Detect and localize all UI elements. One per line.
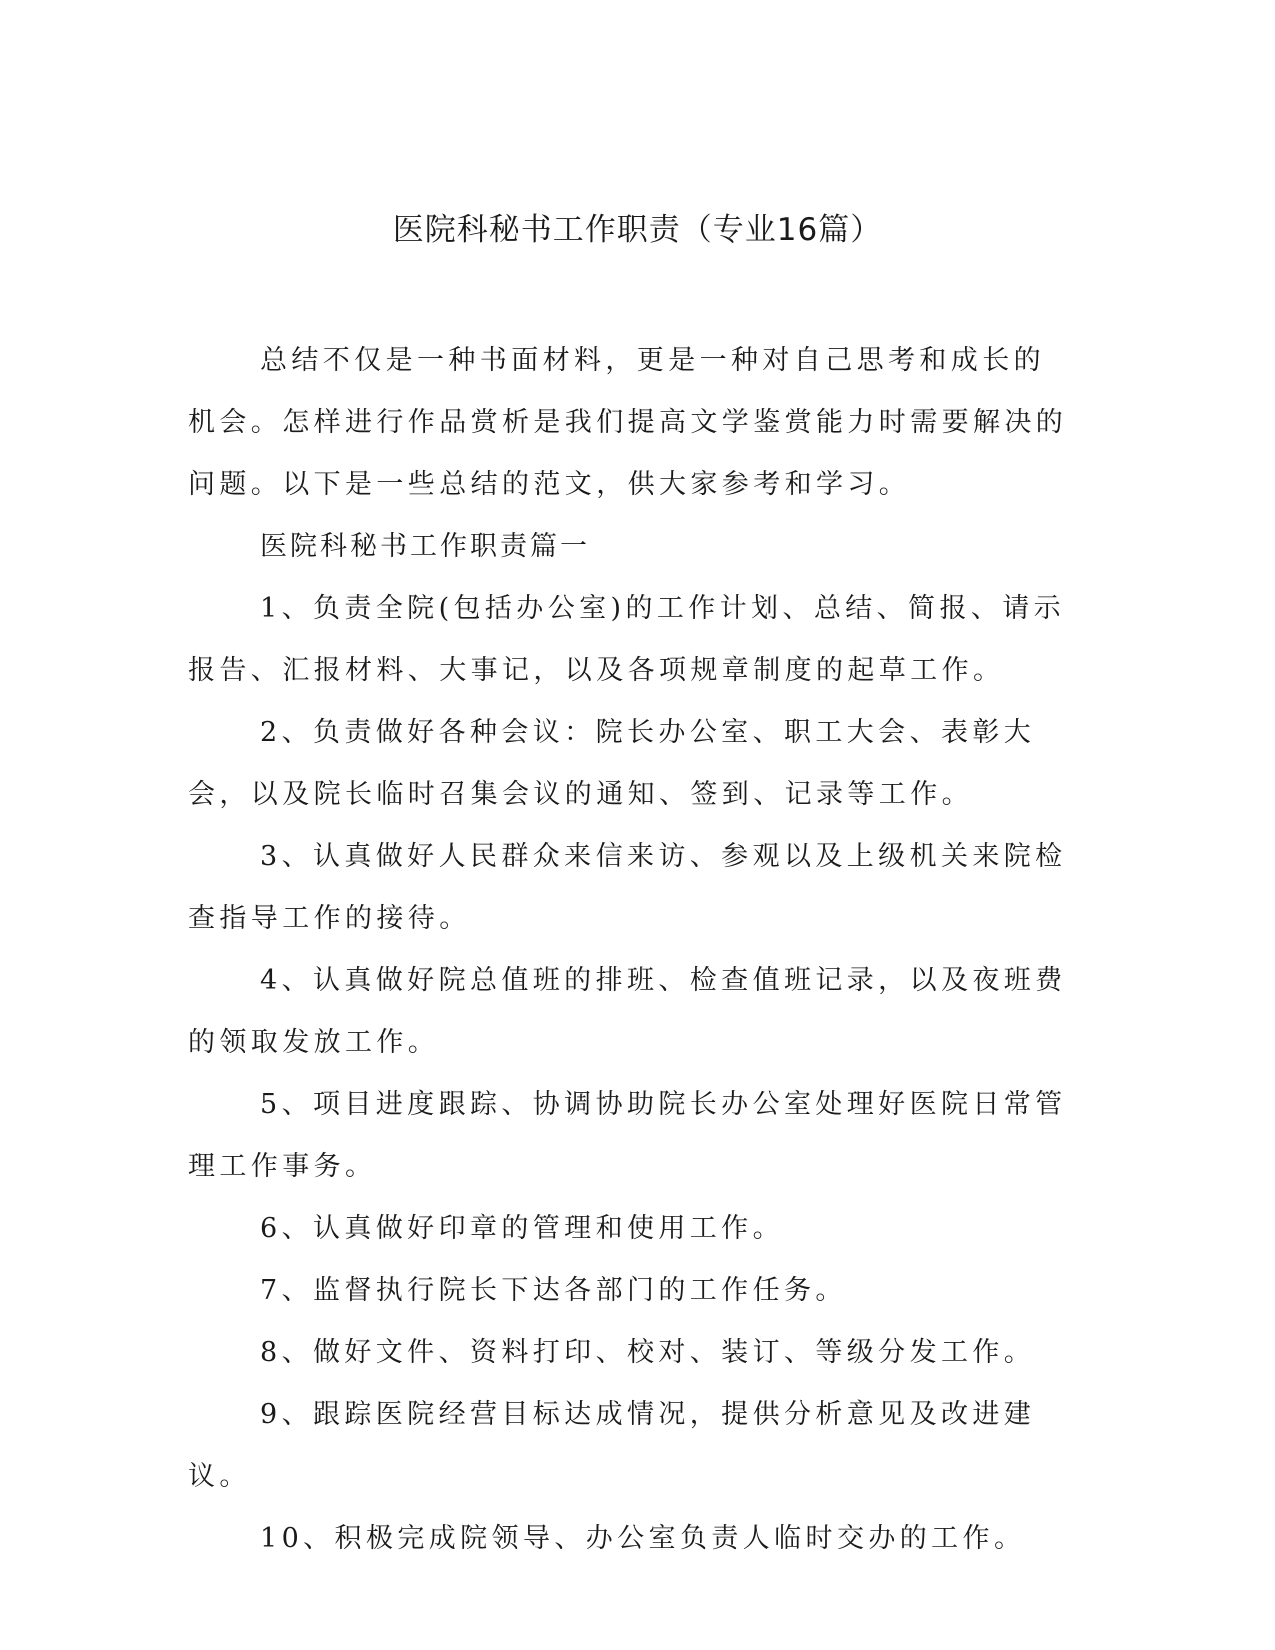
list-item: 2、负责做好各种会议：院长办公室、职工大会、表彰大会，以及院长临时召集会议的通知、签到、记录等工作。: [188, 717, 1036, 810]
list-item: 6、认真做好印章的管理和使用工作。: [260, 1213, 784, 1244]
list-item: 8、做好文件、资料打印、校对、装订、等级分发工作。: [260, 1337, 1036, 1368]
document-body: [188, 330, 1068, 1570]
list-item: 1、负责全院(包括办公室)的工作计划、总结、简报、请示报告、汇报材料、大事记，以及各项规章制度的起草工作。: [188, 593, 1066, 686]
list-item: 3、认真做好人民群众来信来访、参观以及上级机关来院检查指导工作的接待。: [188, 841, 1067, 934]
list-item: 5、项目进度跟踪、协调协助院长办公室处理好医院日常管理工作事务。: [188, 1089, 1067, 1182]
section-heading: 医院科秘书工作职责篇一: [260, 531, 590, 562]
list-item: 7、监督执行院长下达各部门的工作任务。: [260, 1275, 847, 1306]
list-item: 10、积极完成院领导、办公室负责人临时交办的工作。: [260, 1523, 1026, 1554]
intro-paragraph: 总结不仅是一种书面材料，更是一种对自己思考和成长的机会。怎样进行作品赏析是我们提高文学鉴赏能力时需要解决的问题。以下是一些总结的范文，供大家参考和学习。: [188, 345, 1068, 500]
document-title: 医院科秘书工作职责（专业16篇）: [392, 212, 883, 248]
list-item: 4、认真做好院总值班的排班、检查值班记录，以及夜班费的领取发放工作。: [188, 965, 1067, 1058]
list-item: 9、跟踪医院经营目标达成情况，提供分析意见及改进建议。: [188, 1399, 1036, 1492]
